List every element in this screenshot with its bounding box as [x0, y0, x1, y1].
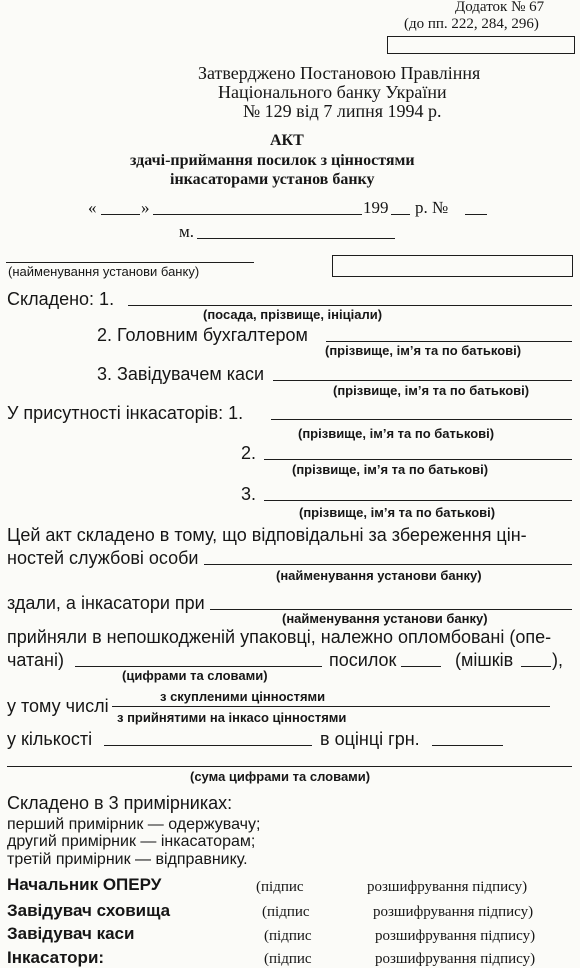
approval-line-1: Затверджено Постановою Правління [198, 63, 481, 83]
date-quote-open: « [88, 198, 97, 217]
date-year-prefix: 199 [363, 198, 389, 217]
act-subtitle-2: інкасаторами установ банку [170, 171, 375, 188]
collector-2-field[interactable] [264, 459, 572, 460]
copies-heading: Складено в 3 примірниках: [7, 793, 233, 813]
parcels-number-field[interactable] [401, 666, 441, 667]
date-quote-close: » [141, 198, 150, 217]
signature-role-cashdesk: Завідувач каси [7, 924, 135, 943]
compiled-person-2-field[interactable] [326, 341, 572, 342]
option-collection-values: з прийнятими на інкасо цінностями [117, 710, 347, 725]
date-year-field[interactable] [391, 214, 410, 215]
act-number-label: р. № [415, 198, 449, 217]
including-label: у тому числі [7, 696, 109, 716]
copy-2: другий примірник — інкасаторам; [7, 833, 256, 850]
valued-label: в оцінці грн. [320, 729, 420, 749]
signature-decode-label: розшифрування підпису) [373, 904, 534, 920]
signature-decode-label: розшифрування підпису) [367, 879, 528, 895]
compiled-caption-1: (посада, прізвище, ініціали) [203, 307, 383, 322]
bank-code-box [332, 255, 573, 277]
compiled-person-1-field[interactable] [128, 305, 572, 306]
collector-caption-2: (прізвище, ім’я та по батькові) [292, 462, 489, 477]
statement-line-1: Цей акт складено в тому, що відповідальні за збереження цін- [7, 525, 527, 545]
statement-line-3: здали, а інкасатори при [7, 593, 205, 613]
handing-bank-field[interactable] [204, 564, 572, 565]
compiled-item-3-label: 3. Завідувачем каси [97, 364, 265, 384]
approval-line-3: № 129 від 7 липня 1994 р. [243, 101, 442, 121]
receiving-bank-field[interactable] [210, 609, 572, 610]
bags-number-field[interactable] [521, 666, 551, 667]
sum-caption: (сума цифрами та словами) [190, 769, 371, 784]
quantity-field[interactable] [104, 745, 312, 746]
collector-item-2-label: 2. [241, 443, 257, 463]
signature-sign-label: (підпис [262, 904, 310, 920]
signature-decode-label: розшифрування підпису) [375, 951, 536, 967]
annex-reference: (до пп. 222, 284, 296) [404, 16, 539, 32]
compiled-label: Складено: 1. [7, 289, 115, 309]
copy-3: третій примірник — відправнику. [7, 851, 248, 868]
bags-label: (мішків [455, 650, 514, 670]
signature-sign-label: (підпис [264, 928, 312, 944]
statement-line-2: ностей службові особи [7, 548, 199, 568]
parcels-count-field[interactable] [75, 666, 322, 667]
bank-name-field[interactable] [6, 262, 254, 263]
quantity-label: у кількості [7, 729, 93, 749]
registration-box [387, 36, 575, 54]
act-number-field[interactable] [465, 214, 487, 215]
value-field[interactable] [432, 745, 503, 746]
approval-line-2: Національного банку України [218, 82, 447, 102]
act-title: АКТ [270, 132, 304, 149]
signature-sign-label: (підпис [256, 879, 304, 895]
collector-item-3-label: 3. [241, 484, 257, 504]
collector-3-field[interactable] [264, 500, 572, 501]
bank-name-caption: (найменування установи банку) [8, 264, 200, 279]
collectors-label: У присутності інкасаторів: 1. [7, 403, 244, 423]
compiled-item-2-label: 2. Головним бухгалтером [97, 325, 308, 345]
annex-number: Додаток № 67 [455, 0, 545, 15]
compiled-caption-2: (прізвище, ім’я та по батькові) [325, 343, 522, 358]
handing-bank-caption: (найменування установи банку) [276, 568, 482, 583]
collector-caption-3: (прізвище, ім’я та по батькові) [299, 505, 496, 520]
signature-role-head-operu: Начальник ОПЕРУ [7, 875, 162, 894]
words-caption: (цифрами та словами) [122, 668, 268, 683]
option-purchased-values: з скупленими цінностями [160, 689, 326, 704]
collector-caption-1: (прізвище, ім’я та по батькові) [298, 426, 495, 441]
date-month-field[interactable] [153, 214, 362, 215]
receiving-bank-caption: (найменування установи банку) [282, 611, 488, 626]
statement-line-4: прийняли в непошкодженій упаковці, належно опломбовані (опе- [7, 627, 552, 647]
act-subtitle-1: здачі-приймання посилок з цінностями [130, 152, 415, 169]
signature-decode-label: розшифрування підпису) [375, 928, 536, 944]
including-field[interactable] [112, 706, 550, 707]
signature-role-collectors: Інкасатори: [7, 948, 105, 967]
statement-line-5: чатані) [7, 650, 64, 670]
city-field[interactable] [197, 238, 395, 239]
parcels-label: посилок [329, 650, 397, 670]
compiled-caption-3: (прізвище, ім’я та по батькові) [333, 383, 530, 398]
compiled-person-3-field[interactable] [273, 380, 572, 381]
collector-1-field[interactable] [271, 419, 572, 420]
sum-words-field[interactable] [7, 766, 572, 767]
bags-close: ), [552, 650, 563, 670]
city-label: м. [179, 222, 195, 241]
signature-role-vault: Завідувач сховища [7, 901, 171, 920]
signature-sign-label: (підпис [264, 951, 312, 967]
copy-1: перший примірник — одержувачу; [7, 816, 261, 833]
date-day-field[interactable] [101, 214, 140, 215]
